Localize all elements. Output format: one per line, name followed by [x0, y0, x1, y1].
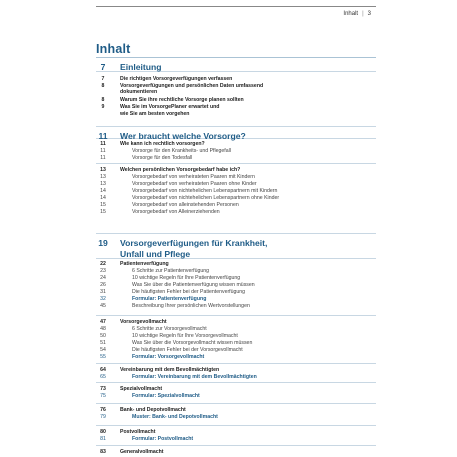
toc-page-number: 80 — [100, 429, 106, 435]
toc-entry-text: Vorsorge für den Krankheits- und Pflegefall — [132, 148, 231, 154]
toc-entry-text: Formular: Spezialvollmacht — [132, 393, 200, 399]
toc-entry-text: Wie kann ich rechtlich vorsorgen? — [120, 141, 205, 147]
toc-entry-text: Spezialvollmacht — [120, 386, 163, 392]
toc-page-number: 64 — [100, 367, 106, 373]
toc-entry-text: 10 wichtige Regeln für Ihre Vorsorgevollmacht — [132, 333, 238, 339]
toc-page-number: 14 — [100, 195, 106, 201]
toc-entry-text: Postvollmacht — [120, 429, 156, 435]
section-separator — [96, 445, 376, 446]
section-separator — [96, 126, 376, 127]
toc-entry-text: Wer braucht welche Vorsorge? — [120, 131, 246, 141]
toc-entry-text: dokumentieren — [120, 89, 158, 95]
toc-entry-text: Die häufigsten Fehler bei der Patientenverfügung — [132, 289, 246, 295]
toc-page-number: 15 — [100, 202, 106, 208]
toc-page-number: 73 — [100, 386, 106, 392]
running-head-separator: | — [362, 11, 364, 17]
toc-page-number: 76 — [100, 407, 106, 413]
toc-page-number: 50 — [100, 333, 106, 339]
toc-page-number: 8 — [101, 83, 105, 89]
toc-entry-text: 10 wichtige Regeln für Ihre Patientenverfügung — [132, 275, 241, 281]
toc-page-number: 14 — [100, 188, 106, 194]
toc-entry-text: Was Sie im VorsorgePlaner erwartet und — [120, 104, 220, 110]
section-separator — [96, 363, 376, 364]
toc-page-number: 11 — [98, 131, 108, 141]
toc-page-number: 15 — [100, 209, 106, 215]
toc-page-number: 81 — [100, 436, 106, 442]
toc-page-number: 65 — [100, 374, 106, 380]
toc-page-number: 11 — [100, 155, 106, 161]
toc-entry-text: Vorsorgebedarf von nichtehelichen Lebenspartnern mit Kindern — [132, 188, 278, 194]
toc-page-number: 8 — [101, 97, 105, 103]
header-rule — [96, 6, 376, 7]
toc-entry-text: Formular: Vorsorgevollmacht — [132, 354, 205, 360]
toc-entry-text: Bank- und Depotvollmacht — [120, 407, 186, 413]
toc-page-number: 45 — [100, 303, 106, 309]
toc-entry-text: Vorsorgebedarf von Alleinerziehenden — [132, 209, 220, 215]
toc-entry-text: Vorsorgebedarf von nichtehelichen Lebenspartnern ohne Kinder — [132, 195, 280, 201]
toc-page-number: 13 — [100, 167, 106, 173]
running-head — [343, 11, 371, 17]
toc-entry-text: Generalvollmacht — [120, 449, 164, 455]
toc-page-number: 23 — [100, 268, 106, 274]
toc-entry-text: Was Sie über die Vorsorgevollmacht wissen müssen — [132, 340, 253, 346]
toc-entry-text: Vorsorgeverfügungen und persönlichen Daten umfassend — [120, 83, 264, 89]
toc-page-number: 55 — [100, 354, 106, 360]
toc-page-number: 32 — [100, 296, 106, 302]
toc-page-number: 24 — [100, 275, 106, 281]
running-head-page-number: 3 — [367, 11, 371, 17]
toc-page-number: 11 — [100, 148, 106, 154]
toc-page-number: 47 — [100, 319, 106, 325]
toc-page-number: 54 — [100, 347, 106, 353]
toc-entry-text: Was Sie über die Patientenverfügung wissen müssen — [132, 282, 255, 288]
toc-entry-text: Vorsorgebedarf von verheirateten Paaren ohne Kinder — [132, 181, 257, 187]
toc-page-number: 31 — [100, 289, 106, 295]
toc-page-number: 7 — [100, 62, 106, 72]
toc-entry-text: Patientenverfügung — [120, 261, 169, 267]
toc-entry-text: Formular: Postvollmacht — [132, 436, 194, 442]
toc-page-number: 83 — [100, 449, 106, 455]
toc-entry-text: Unfall und Pflege — [120, 249, 191, 259]
toc-entry-text: Die häufigsten Fehler bei der Vorsorgevollmacht — [132, 347, 243, 353]
toc-page-number: 26 — [100, 282, 106, 288]
toc-entry-text: Vorsorgevollmacht — [120, 319, 167, 325]
toc-entry-text: wie Sie am besten vorgehen — [120, 111, 190, 117]
toc-page-number: 7 — [101, 76, 105, 82]
toc-entry-text: Formular: Patientenverfügung — [132, 296, 207, 302]
toc-entry-text: Warum Sie ihre rechtliche Vorsorge planen sollten — [120, 97, 244, 103]
toc-page-number: 51 — [100, 340, 106, 346]
toc-page-number: 75 — [100, 393, 106, 399]
toc-page-number: 9 — [101, 104, 105, 110]
toc-entry-text: Vorsorgebedarf von verheirateten Paaren mit Kindern — [132, 174, 255, 180]
section-separator — [96, 425, 376, 426]
section-separator — [96, 382, 376, 383]
title-rule — [96, 57, 376, 58]
toc-entry-text: Einleitung — [120, 62, 162, 72]
toc-entry-text: Muster: Bank- und Depotvollmacht — [132, 414, 218, 420]
toc-entry-text: Vorsorgebedarf von alleinstehenden Personen — [132, 202, 239, 208]
toc-entry-text: Beschreibung Ihrer persönlichen Wertvorstellungen — [132, 303, 250, 309]
toc-page-number: 11 — [100, 141, 106, 147]
toc-page-number: 22 — [100, 261, 106, 267]
toc-page-number: 19 — [98, 238, 108, 248]
toc-page-number: 13 — [100, 181, 106, 187]
toc-entry-text: Formular: Vereinbarung mit dem Bevollmächtigten — [132, 374, 257, 380]
toc-page-number: 48 — [100, 326, 106, 332]
toc-entry-text: 6 Schritte zur Patientenverfügung — [132, 268, 209, 274]
running-head-label: Inhalt — [343, 11, 359, 17]
toc-entry-text: 6 Schritte zur Vorsorgevollmacht — [132, 326, 207, 332]
toc-entry-text: Vereinbarung mit dem Bevollmächtigten — [120, 367, 220, 373]
toc-page-number: 79 — [100, 414, 106, 420]
section-separator — [96, 315, 376, 316]
section-separator — [96, 403, 376, 404]
section-separator — [96, 163, 376, 164]
page-title: Inhalt — [96, 42, 131, 56]
toc-entry-text: Die richtigen Vorsorgeverfügungen verfassen — [120, 76, 233, 82]
toc-page-number: 13 — [100, 174, 106, 180]
toc-entry-text: Welchen persönlichen Vorsorgebedarf habe ich? — [120, 167, 241, 173]
toc-entry-text: Vorsorge für den Todesfall — [132, 155, 193, 161]
toc-entry-text: Vorsorgeverfügungen für Krankheit, — [120, 238, 268, 248]
section-separator — [96, 233, 376, 234]
